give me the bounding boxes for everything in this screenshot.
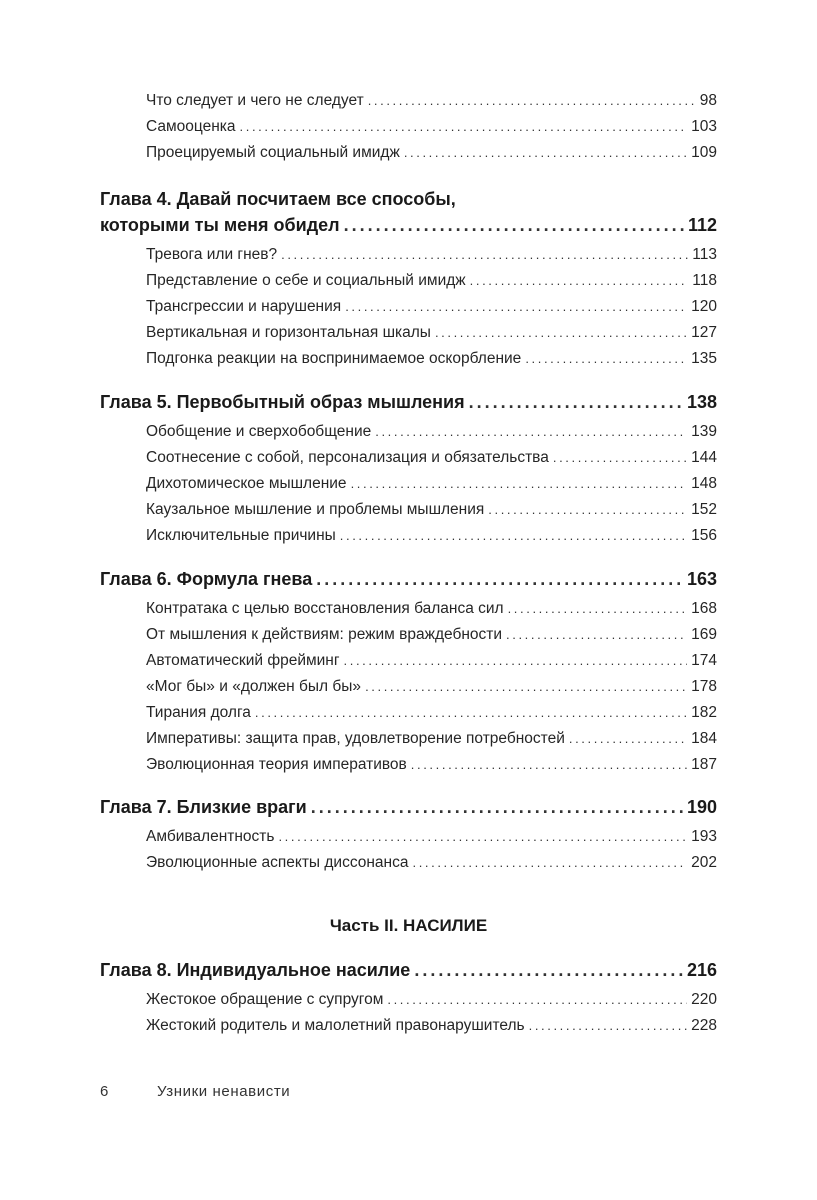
section-page-number: 113: [692, 246, 717, 263]
section-title: Каузальное мышление и проблемы мышления: [146, 501, 485, 518]
toc-section-entry: [146, 88, 717, 114]
section-title: Проецируемый социальный имидж: [146, 144, 400, 161]
section-title: Автоматический фрейминг: [146, 652, 340, 669]
chapter-page-number: 138: [686, 392, 717, 412]
toc-section-entry: [146, 294, 717, 320]
section-title: Амбивалентность: [146, 828, 275, 845]
toc-chapter-entry: [100, 957, 717, 983]
section-page-number: 228: [691, 1017, 717, 1034]
dot-leader: [255, 700, 687, 726]
section-title: Контратака с целью восстановления баланса сил: [146, 600, 504, 617]
section-title: Вертикальная и горизонтальная шкалы: [146, 324, 431, 341]
section-title: Тревога или гнев?: [146, 246, 278, 263]
section-title: Соотнесение с собой, персонализация и обязательства: [146, 449, 549, 466]
toc-section-entry: [146, 268, 717, 294]
dot-leader: [469, 389, 683, 415]
chapter-title: Глава 8. Индивидуальное насилие: [100, 960, 411, 980]
section-page-number: 148: [691, 475, 717, 492]
toc-section-entry: [146, 523, 717, 549]
dot-leader: [488, 497, 687, 523]
dot-leader: [387, 987, 687, 1013]
dot-leader: [344, 648, 688, 674]
toc-section-entry: [146, 140, 717, 166]
section-page-number: 98: [699, 92, 717, 109]
chapter-page-number: 163: [686, 569, 717, 589]
section-title: Самооценка: [146, 118, 236, 135]
section-page-number: 169: [691, 626, 717, 643]
section-page-number: 174: [691, 652, 717, 669]
dot-leader: [404, 140, 687, 166]
section-page-number: 178: [691, 678, 717, 695]
section-page-number: 127: [691, 324, 717, 341]
section-title: Жестокое обращение с супругом: [146, 991, 384, 1008]
dot-leader: [569, 726, 687, 752]
section-title: Дихотомическое мышление: [146, 475, 347, 492]
toc-section-entry: [146, 1013, 717, 1039]
toc-chapter-5: [100, 389, 717, 549]
toc-chapter-4: [100, 186, 717, 372]
section-title: Эволюционная теория императивов: [146, 756, 407, 773]
section-page-number: 120: [691, 298, 717, 315]
toc-section-entry: [146, 648, 717, 674]
section-title: Что следует и чего не следует: [146, 92, 364, 109]
section-page-number: 187: [691, 756, 717, 773]
folio-page-number: 6: [100, 1083, 109, 1100]
section-title: Жестокий родитель и малолетний правонарушитель: [146, 1017, 525, 1034]
chapter-title: которыми ты меня обидел: [100, 215, 340, 235]
toc-section-entry: [146, 114, 717, 140]
dot-leader: [529, 1013, 688, 1039]
part-heading: Часть II. НАСИЛИЕ: [329, 916, 488, 935]
dot-leader: [508, 596, 688, 622]
section-title: От мышления к действиям: режим враждебности: [146, 626, 503, 643]
dot-leader: [316, 566, 683, 592]
dot-leader: [375, 419, 687, 445]
section-title: Подгонка реакции на воспринимаемое оскорбление: [146, 350, 522, 367]
section-title: Исключительные причины: [146, 527, 336, 544]
section-title: Представление о себе и социальный имидж: [146, 272, 466, 289]
chapter-page-number: 190: [686, 797, 717, 817]
toc-section-entry: [146, 987, 717, 1013]
section-title: Обобщение и сверхобобщение: [146, 423, 372, 440]
toc-section-entry: [146, 700, 717, 726]
dot-leader: [351, 471, 688, 497]
toc-chapter-entry: [100, 794, 717, 820]
toc-chapter-3-continuation: [100, 88, 717, 166]
toc-section-entry: [146, 752, 717, 778]
dot-leader: [368, 88, 696, 114]
running-title: Узники ненависти: [157, 1083, 291, 1100]
dot-leader: [411, 752, 687, 778]
section-page-number: 139: [691, 423, 717, 440]
dot-leader: [345, 294, 687, 320]
toc-section-entry: [146, 346, 717, 372]
chapter-title-line1: Глава 4. Давай посчитаем все способы,: [100, 189, 456, 209]
section-page-number: 193: [691, 828, 717, 845]
section-title: Тирания долга: [146, 704, 251, 721]
toc-section-entry: [146, 726, 717, 752]
toc-chapter-6: [100, 566, 717, 778]
section-page-number: 135: [691, 350, 717, 367]
chapter-page-number: 112: [687, 215, 717, 235]
section-title: Эволюционные аспекты диссонанса: [146, 854, 409, 871]
section-page-number: 118: [692, 272, 717, 289]
toc-chapter-entry: [100, 566, 717, 592]
section-page-number: 103: [691, 118, 717, 135]
section-page-number: 168: [691, 600, 717, 617]
dot-leader: [240, 114, 688, 140]
dot-leader: [414, 957, 683, 983]
dot-leader: [281, 242, 688, 268]
chapter-title: Глава 5. Первобытный образ мышления: [100, 392, 465, 412]
chapter-title: Глава 6. Формула гнева: [100, 569, 313, 589]
section-title: Императивы: защита прав, удовлетворение потребностей: [146, 730, 565, 747]
toc-section-entry: [146, 824, 717, 850]
section-page-number: 184: [691, 730, 717, 747]
toc-section-entry: [146, 242, 717, 268]
chapter-title: Глава 7. Близкие враги: [100, 797, 307, 817]
toc-section-entry: [146, 320, 717, 346]
dot-leader: [553, 445, 687, 471]
toc-section-entry: [146, 497, 717, 523]
toc-section-entry: [146, 471, 717, 497]
section-page-number: 152: [691, 501, 717, 518]
dot-leader: [470, 268, 689, 294]
dot-leader: [413, 850, 688, 876]
toc-chapter-7: [100, 794, 717, 876]
toc-section-entry: [146, 445, 717, 471]
dot-leader: [506, 622, 687, 648]
toc-chapter-entry: [100, 212, 717, 238]
toc-section-entry: [146, 674, 717, 700]
page-footer: [100, 1083, 290, 1100]
dot-leader: [344, 212, 684, 238]
section-page-number: 182: [691, 704, 717, 721]
section-page-number: 156: [691, 527, 717, 544]
section-page-number: 144: [691, 449, 717, 466]
dot-leader: [525, 346, 687, 372]
toc-section-entry: [146, 419, 717, 445]
section-page-number: 109: [691, 144, 717, 161]
toc-chapter-8: [100, 957, 717, 1039]
toc-section-entry: [146, 850, 717, 876]
chapter-page-number: 216: [686, 960, 717, 980]
toc-section-entry: [146, 622, 717, 648]
toc-chapter-entry: [100, 389, 717, 415]
section-title: Трансгрессии и нарушения: [146, 298, 342, 315]
section-page-number: 202: [691, 854, 717, 871]
section-page-number: 220: [691, 991, 717, 1008]
dot-leader: [311, 794, 683, 820]
dot-leader: [435, 320, 687, 346]
toc-section-entry: [146, 596, 717, 622]
section-title: «Мог бы» и «должен был бы»: [146, 678, 362, 695]
dot-leader: [365, 674, 687, 700]
dot-leader: [278, 824, 687, 850]
dot-leader: [340, 523, 687, 549]
